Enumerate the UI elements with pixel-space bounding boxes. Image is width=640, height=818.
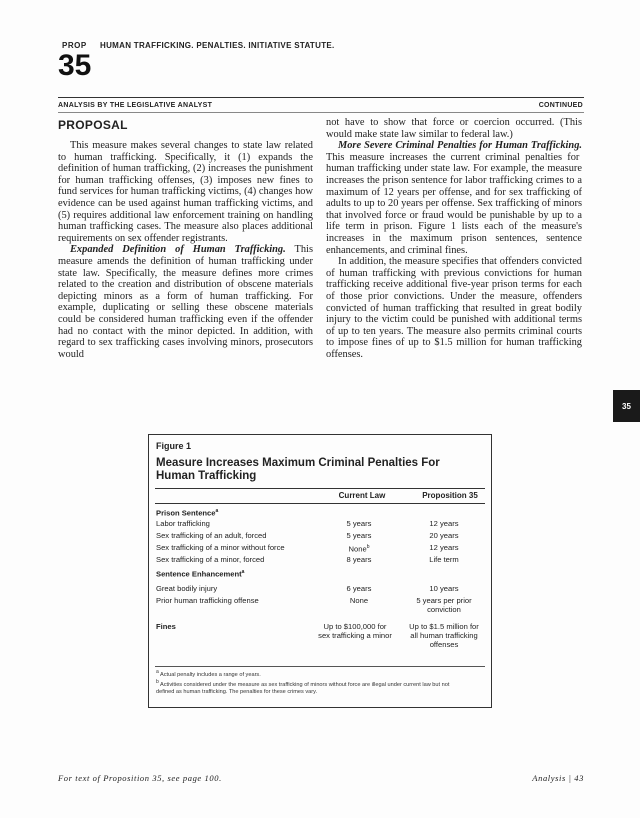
- footer-page-number: Analysis | 43: [532, 773, 584, 783]
- current-value: 5 years: [346, 531, 372, 540]
- page-heading: PROPOSAL: [58, 118, 128, 132]
- section-label: ANALYSIS BY THE LEGISLATIVE ANALYST: [58, 102, 213, 109]
- footnote-b: $^b$ Activities considered under the measure as sex trafficking of minors without force are illegal under current law but not defined as human trafficking. The penalties for these crimes vary.: [156, 679, 450, 695]
- prop-title: HUMAN TRAFFICKING. PENALTIES. INITIATIVE STATUTE.: [100, 41, 335, 50]
- row-label: Sex trafficking of a minor, forced: [156, 555, 265, 564]
- section-rule: [58, 112, 584, 113]
- prop-value: 10 years: [429, 584, 459, 593]
- figure-title: Measure Increases Maximum Criminal Penalties For Human Trafficking: [156, 457, 440, 482]
- column-header-proposition: Proposition 35: [422, 491, 478, 500]
- row-label: Sex trafficking of an adult, forced: [156, 531, 267, 540]
- paragraph-continued: not have to show that force or coercion occurred. (This would make state law similar to federal law.): [326, 117, 582, 140]
- column-header-current: Current Law: [338, 491, 386, 500]
- figure-1: [148, 434, 492, 708]
- current-value: 5 years: [346, 519, 372, 528]
- current-value: 6 years: [346, 584, 372, 593]
- table-header: [155, 488, 485, 504]
- category-prison: Prison Sentence$^a$: [156, 508, 219, 518]
- category-fines: Fines: [156, 622, 176, 631]
- paragraph-additional: In addition, the measure specifies that offenders convicted of human trafficking with previous convictions for human trafficking receive additional five-year prison terms for each of those prior convictions. Under the measure, offenders convicted of human trafficking that resulted in great bodily injury to the victim could be punished with additional terms of up to ten years. The measure also permits criminal courts to impose fines of up to $1.5 million for human trafficking offenses.: [326, 256, 582, 360]
- current-value: None: [349, 596, 369, 605]
- row-label: Prior human trafficking offense: [156, 596, 259, 605]
- footer-reference: For text of Proposition 35, see page 100.: [58, 773, 222, 783]
- prop-value: 12 years: [429, 519, 459, 528]
- row-label: Sex trafficking of a minor without force: [156, 543, 285, 552]
- paragraph-penalties: [326, 140, 582, 256]
- footnote-a: $^a$ Actual penalty includes a range of years.: [156, 669, 261, 678]
- paragraph-text: This measure increases the current criminal penalties for human trafficking under state law. For example, the measure increases the prison sentence for labor trafficking crimes to a maximum of 12 years per offense, and for sex trafficking of adults to up to 20 years per offense. Sex trafficking of minors that involved force or fraud would be punishable by up to a life term in prison. Figure 1 lists each of the measure's increases in the maximum prison sentences, sentence enhancements, and criminal fines.: [326, 151, 582, 256]
- prop-number: 35: [58, 49, 92, 82]
- paragraph-lead: Expanded Definition of Human Trafficking.: [70, 244, 286, 256]
- paragraph-text: This measure amends the definition of human trafficking under state law. Specifically, the measure defines more crimes related to the creation and distribution of obscene materials depicting minors as a form of human trafficking. For example, duplicating or selling these obscene materials could be considered human trafficking even if the offender had no contact with the minor depicted. In addition, with regard to sex trafficking cases involving minors, prosecutors would: [58, 244, 313, 360]
- prop-value: 12 years: [429, 543, 459, 552]
- row-label: Labor trafficking: [156, 519, 210, 528]
- prop-value: 5 years per prior conviction: [416, 596, 472, 614]
- current-value: 8 years: [346, 555, 372, 564]
- fines-current-value: Up to $100,000 for sex trafficking a minor: [318, 622, 392, 640]
- continued-label: CONTINUED: [538, 102, 583, 109]
- category-enhancement: Sentence Enhancement$^a$: [156, 569, 245, 579]
- paragraph-lead: More Severe Criminal Penalties for Human Trafficking.: [338, 140, 582, 152]
- side-tab: 35: [613, 390, 640, 422]
- current-value: None$^b$: [348, 544, 370, 554]
- paragraph-definition: [58, 244, 313, 360]
- column-left: [58, 140, 313, 360]
- column-right: [326, 117, 582, 360]
- paragraph-intro: This measure makes several changes to state law related to human trafficking. Specifically, it (1) expands the definition of human trafficking, (2) increases the punishment for human trafficking offenses, (3) imposes new fines to fund services for human trafficking victims, (4) changes how evidence can be used against human trafficking victims, and (5) requires additional law enforcement training on handling human trafficking cases. The measure also places additional requirements on sex offender registrants.: [58, 140, 313, 244]
- figure-label: Figure 1: [156, 441, 192, 451]
- prop-value: Life term: [429, 555, 459, 564]
- row-label: Great bodily injury: [156, 584, 218, 593]
- prop-value: 20 years: [429, 531, 459, 540]
- prop-label: PROP: [62, 41, 87, 50]
- footnote-rule: [155, 666, 485, 667]
- header-rule: [58, 97, 584, 98]
- fines-prop-value: Up to $1.5 million for all human trafficking offenses: [409, 622, 479, 649]
